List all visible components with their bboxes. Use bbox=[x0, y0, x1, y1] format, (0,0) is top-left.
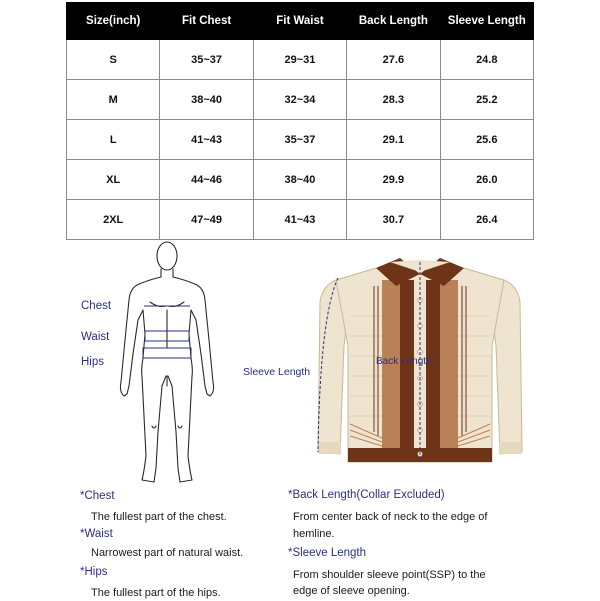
sleeve-length-definition-text-2: edge of sleeve opening. bbox=[293, 585, 410, 597]
cell-sleeve-length: 24.8 bbox=[440, 40, 533, 80]
cell-sleeve-length: 26.4 bbox=[440, 200, 533, 240]
cell-sleeve-length: 25.6 bbox=[440, 120, 533, 160]
back-length-definition-text-1: From center back of neck to the edge of bbox=[293, 511, 488, 523]
cell-waist: 41~43 bbox=[253, 200, 346, 240]
cell-back-length: 27.6 bbox=[347, 40, 440, 80]
cell-waist: 29~31 bbox=[253, 40, 346, 80]
back-length-definition-title: *Back Length(Collar Excluded) bbox=[288, 489, 445, 501]
sleeve-length-label: Sleeve Length bbox=[243, 366, 311, 378]
table-row bbox=[67, 120, 534, 160]
header-fit-chest: Fit Chest bbox=[160, 3, 253, 40]
hips-definition-title: *Hips bbox=[80, 566, 108, 578]
hips-label: Hips bbox=[81, 356, 105, 368]
table-header-row bbox=[67, 3, 534, 40]
table-row bbox=[67, 160, 534, 200]
cell-size: 2XL bbox=[67, 200, 160, 240]
cell-size: S bbox=[67, 40, 160, 80]
cell-size: XL bbox=[67, 160, 160, 200]
cell-waist: 38~40 bbox=[253, 160, 346, 200]
chest-definition-title: *Chest bbox=[80, 490, 115, 502]
cell-back-length: 29.1 bbox=[347, 120, 440, 160]
cell-waist: 32~34 bbox=[253, 80, 346, 120]
back-length-definition-text-2: hemline. bbox=[293, 528, 335, 540]
hips-definition-text: The fullest part of the hips. bbox=[91, 587, 221, 599]
chest-label: Chest bbox=[81, 300, 112, 312]
table-row bbox=[67, 80, 534, 120]
cell-size: M bbox=[67, 80, 160, 120]
header-fit-waist: Fit Waist bbox=[253, 3, 346, 40]
cell-waist: 35~37 bbox=[253, 120, 346, 160]
cell-chest: 35~37 bbox=[160, 40, 253, 80]
back-length-label: Back Length bbox=[376, 356, 432, 367]
cell-sleeve-length: 26.0 bbox=[440, 160, 533, 200]
table-row bbox=[67, 200, 534, 240]
waist-definition-text: Narrowest part of natural waist. bbox=[91, 547, 244, 559]
human-body-outline-icon bbox=[112, 236, 222, 488]
header-back-length: Back Length bbox=[347, 3, 440, 40]
cell-chest: 47~49 bbox=[160, 200, 253, 240]
header-sleeve-length: Sleeve Length bbox=[440, 3, 533, 40]
cell-back-length: 28.3 bbox=[347, 80, 440, 120]
waist-definition-title: *Waist bbox=[80, 528, 113, 540]
waist-label: Waist bbox=[81, 331, 110, 343]
cell-back-length: 29.9 bbox=[347, 160, 440, 200]
cell-chest: 38~40 bbox=[160, 80, 253, 120]
cell-chest: 41~43 bbox=[160, 120, 253, 160]
cell-size: L bbox=[67, 120, 160, 160]
cell-chest: 44~46 bbox=[160, 160, 253, 200]
sleeve-length-definition-text-1: From shoulder sleeve point(SSP) to the bbox=[293, 569, 486, 581]
cell-back-length: 30.7 bbox=[347, 200, 440, 240]
table-row bbox=[67, 40, 534, 80]
chest-definition-text: The fullest part of the chest. bbox=[91, 511, 227, 523]
cell-sleeve-length: 25.2 bbox=[440, 80, 533, 120]
sleeve-length-definition-title: *Sleeve Length bbox=[288, 547, 367, 559]
size-chart-table bbox=[66, 2, 534, 240]
header-size: Size(inch) bbox=[67, 3, 160, 40]
